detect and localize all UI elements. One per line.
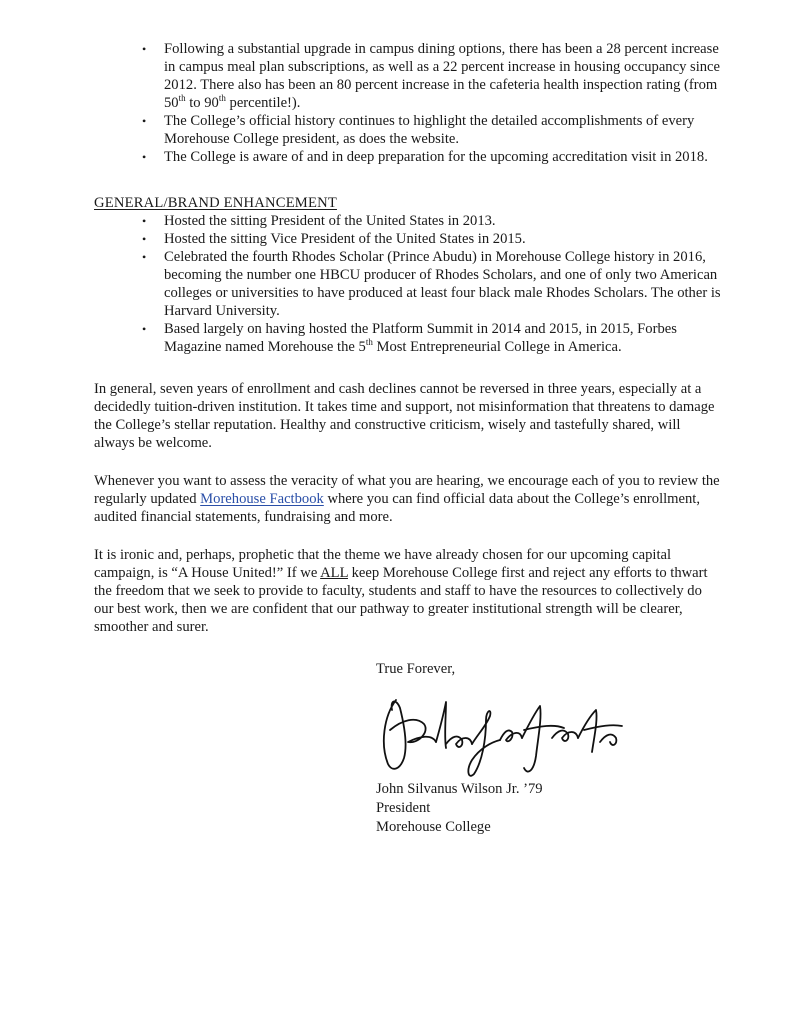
signer-organization: Morehouse College — [376, 819, 491, 835]
closing-salutation: True Forever, — [376, 661, 456, 677]
bullet-text: Hosted the sitting President of the United States in 2013. — [164, 213, 496, 229]
bullet-text: Celebrated the fourth Rhodes Scholar (Prince Abudu) in Morehouse College history in 2016, becoming the number one HBCU producer of Rhodes Scholars, and one of only two American colleges or universities to have produced at least four black male Rhodes Scholars. The other is Harvard University. — [164, 249, 721, 319]
signer-title: President — [376, 800, 431, 816]
bullet-icon: • — [142, 250, 147, 264]
top-bullet-list — [94, 40, 724, 166]
list-item — [142, 320, 724, 356]
bullet-text: Based largely on having hosted the Platform Summit in 2014 and 2015, in 2015, Forbes Magazine named Morehouse the 5th Most Entrepreneurial College in America. — [164, 321, 677, 355]
bullet-icon: • — [142, 150, 147, 164]
list-item — [142, 230, 724, 248]
letter-page — [94, 40, 724, 837]
section-heading: GENERAL/BRAND ENHANCEMENT — [94, 195, 337, 211]
emphasis-all: ALL — [320, 565, 348, 581]
bullet-text: Hosted the sitting Vice President of the United States in 2015. — [164, 231, 526, 247]
paragraph-campaign: It is ironic and, perhaps, prophetic that the theme we have already chosen for our upcoming capital campaign, is “A House United!” If we ALL keep Morehouse College first and reject any efforts to thwart the freedom that we seek to provide to faculty, students and staff to have the resources to collectively do our best work, then we are confident that our pathway to greater institutional strength will be clearer, smoother and surer. — [94, 547, 708, 635]
bullet-text: Following a substantial upgrade in campus dining options, there has been a 28 percent increase in campus meal plan subscriptions, as well as a 22 percent increase in housing occupancy since 2012. There also has been an 80 percent increase in the cafeteria health inspection rating (from 50th to 90th percentile!). — [164, 41, 721, 111]
bullet-icon: • — [142, 214, 147, 228]
paragraph-enrollment: In general, seven years of enrollment and cash declines cannot be reversed in three years, especially at a decidedly tuition-driven institution. It takes time and support, not misinformation that threatens to damage the College’s stellar reputation. Healthy and constructive criticism, wisely and tastefully shared, will always be welcome. — [94, 381, 715, 451]
bullet-text: The College is aware of and in deep preparation for the upcoming accreditation visit in 2018. — [164, 149, 708, 165]
list-item — [142, 148, 724, 166]
signature-icon — [374, 686, 634, 782]
list-item — [142, 248, 724, 320]
brand-bullet-list — [94, 212, 724, 356]
bullet-text: The College’s official history continues to highlight the detailed accomplishments of every Morehouse College president, as does the website. — [164, 113, 695, 147]
bullet-icon: • — [142, 322, 147, 336]
bullet-icon: • — [142, 114, 147, 128]
list-item — [142, 112, 724, 148]
list-item — [142, 212, 724, 230]
paragraph-factbook: Whenever you want to assess the veracity of what you are hearing, we encourage each of you to review the regularly updated Morehouse Factbook where you can find official data about the College’s enrollment, audited financial statements, fundraising and more. — [94, 473, 720, 525]
signer-name: John Silvanus Wilson Jr. ’79 — [376, 781, 543, 797]
factbook-link[interactable]: Morehouse Factbook — [200, 491, 324, 507]
signer-block — [376, 780, 724, 837]
bullet-icon: • — [142, 42, 147, 56]
bullet-icon: • — [142, 232, 147, 246]
list-item — [142, 40, 724, 112]
